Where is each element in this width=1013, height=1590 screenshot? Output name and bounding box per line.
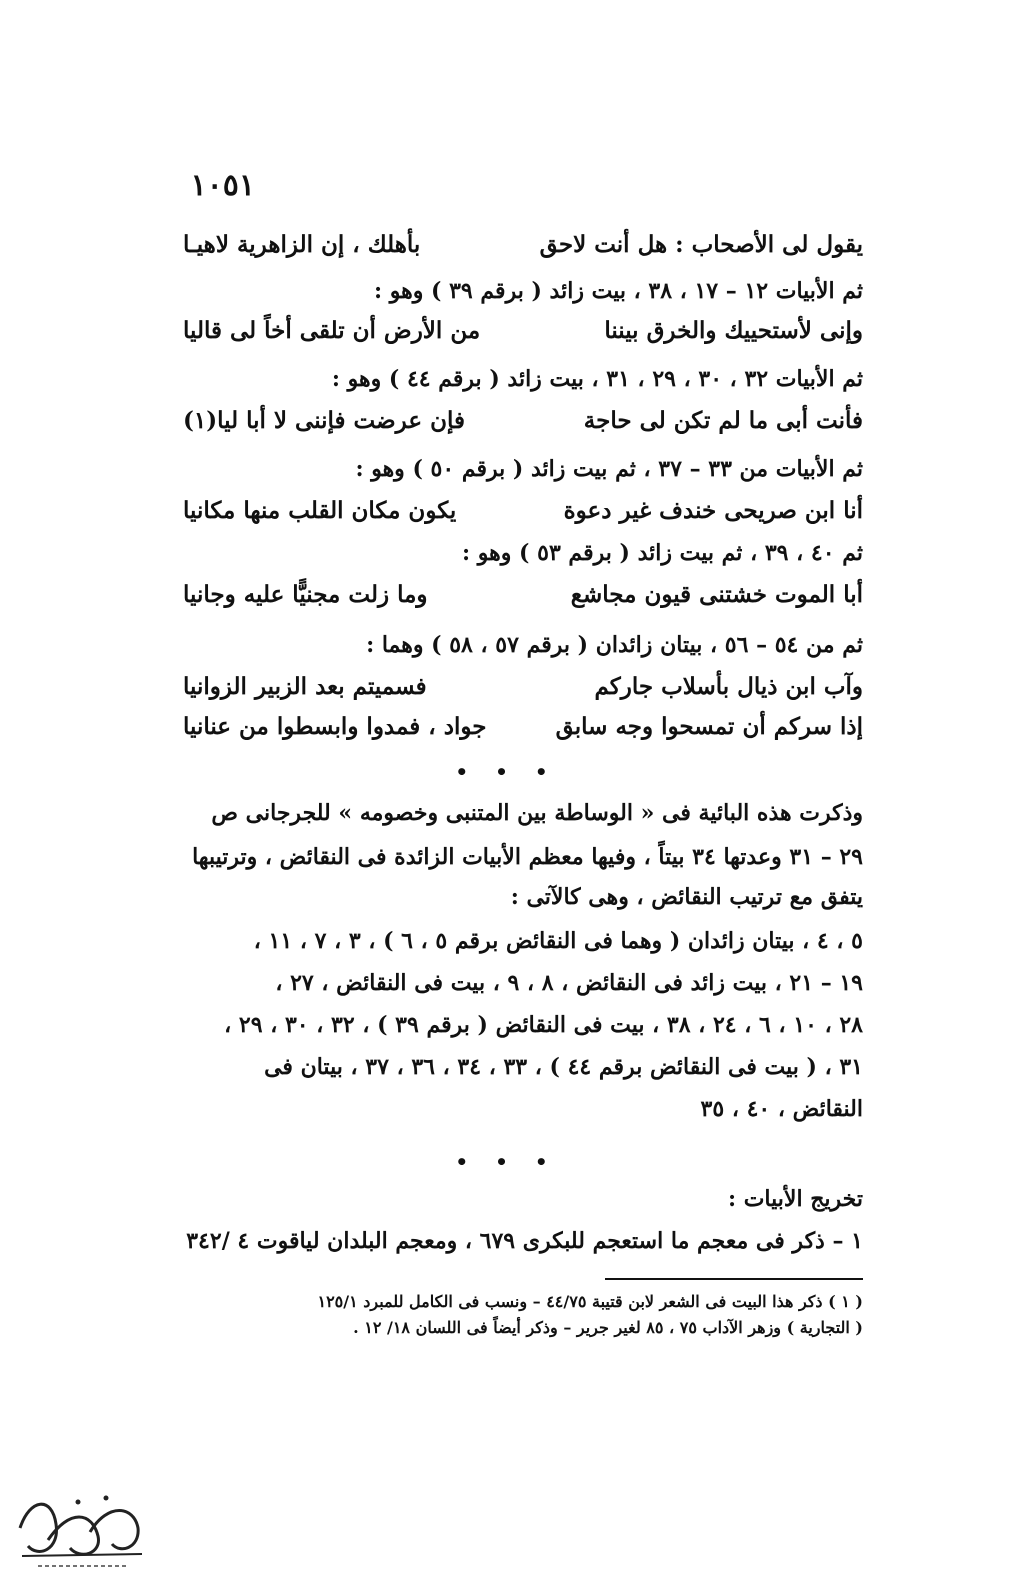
commentary-line: ثم ٤٠ ، ٣٩ ، ثم بيت زائد ( برقم ٥٣ ) وهو : xyxy=(462,540,863,566)
verse-line xyxy=(183,316,863,346)
verse-line xyxy=(183,230,863,260)
section-separator: • • • xyxy=(455,760,558,784)
commentary-line: ثم الأبيات من ٣٣ – ٣٧ ، ثم بيت زائد ( برقم ٥٠ ) وهو : xyxy=(355,456,863,482)
verse-first-hemistich: وآب ابن ذيال بأسلاب جاركم xyxy=(594,673,863,700)
library-stamp-icon xyxy=(8,1488,158,1580)
verse-first-hemistich: وإنى لأستحييك والخرق بيننا xyxy=(604,317,863,344)
verse-second-hemistich: يكون مكان القلب منها مكانيا xyxy=(183,497,457,524)
footnote-line: ( ١ ) ذكر هذا البيت فى الشعر لابن قتيبة ٤٤/٧٥ – ونسب فى الكامل للمبرد ١٢٥/١ xyxy=(317,1292,863,1311)
verse-first-hemistich: فأنت أبى ما لم تكن لى حاجة xyxy=(583,407,863,434)
verse-line xyxy=(183,406,863,436)
verse-second-hemistich: فإن عرضت فإننى لا أبا ليا(١) xyxy=(183,407,465,434)
paragraph-line: ٢٩ – ٣١ وعدتها ٣٤ بيتاً ، وفيها معظم الأبيات الزائدة فى النقائض ، وترتيبها xyxy=(192,844,863,870)
page-number: ١٠٥١ xyxy=(190,168,255,203)
commentary-line: ثم من ٥٤ – ٥٦ ، بيتان زائدان ( برقم ٥٧ ، ٥٨ ) وهما : xyxy=(366,632,863,658)
verse-line xyxy=(183,672,863,702)
commentary-line: ثم الأبيات ١٢ – ١٧ ، ٣٨ ، بيت زائد ( برقم ٣٩ ) وهو : xyxy=(374,278,863,304)
verse-second-hemistich: فسميتم بعد الزبير الزوانيا xyxy=(183,673,427,700)
verse-first-hemistich: أبا الموت خشتنى قيون مجاشع xyxy=(570,581,863,608)
verse-second-hemistich: وما زلت مجنيًّا عليه وجانيا xyxy=(183,581,428,608)
verse-line xyxy=(183,712,863,742)
takhrij-heading: تخريج الأبيات : xyxy=(727,1186,863,1212)
verse-first-hemistich: أنا ابن صريحى خندف غير دعوة xyxy=(563,497,863,524)
footnote-line: ( التجارية ) وزهر الآداب ٧٥ ، ٨٥ لغير جرير – وذكر أيضاً فى اللسان ١٨/ ١٢ . xyxy=(353,1318,863,1337)
verse-first-hemistich: يقول لى الأصحاب : هل أنت لاحق xyxy=(539,231,863,258)
paragraph-line: يتفق مع ترتيب النقائض ، وهى كالآتى : xyxy=(510,884,863,910)
footnote-rule xyxy=(605,1278,863,1280)
commentary-line: ثم الأبيات ٣٢ ، ٣٠ ، ٢٩ ، ٣١ ، بيت زائد ( برقم ٤٤ ) وهو : xyxy=(331,366,863,392)
verse-line xyxy=(183,580,863,610)
paragraph-line: ٥ ، ٤ ، بيتان زائدان ( وهما فى النقائض برقم ٥ ، ٦ ) ، ٣ ، ٧ ، ١١ ، xyxy=(253,928,863,954)
paragraph-line: ٢٨ ، ١٠ ، ٦ ، ٢٤ ، ٣٨ ، بيت فى النقائض ( برقم ٣٩ ) ، ٣٢ ، ٣٠ ، ٢٩ ، xyxy=(224,1012,863,1038)
section-separator: • • • xyxy=(455,1150,558,1174)
paragraph-line: النقائض ، ٤٠ ، ٣٥ xyxy=(700,1096,863,1122)
verse-second-hemistich: بأهلك ، إن الزاهرية لاهيـا xyxy=(183,231,421,258)
verse-line xyxy=(183,496,863,526)
paragraph-line: وذكرت هذه البائية فى « الوساطة بين المتنبى وخصومه » للجرجانى ص xyxy=(211,800,863,826)
verse-first-hemistich: إذا سركم أن تمسحوا وجه سابق xyxy=(555,713,863,740)
paragraph-line: ٣١ ، ( بيت فى النقائض برقم ٤٤ ) ، ٣٣ ، ٣٤ ، ٣٦ ، ٣٧ ، بيتان فى xyxy=(264,1054,863,1080)
takhrij-line: ١ – ذكر فى معجم ما استعجم للبكرى ٦٧٩ ، ومعجم البلدان لياقوت ٤ /٣٤٢ xyxy=(186,1228,863,1254)
paragraph-line: ١٩ – ٢١ ، بيت زائد فى النقائض ، ٨ ، ٩ ، بيت فى النقائض ، ٢٧ ، xyxy=(275,970,863,996)
verse-second-hemistich: من الأرض أن تلقى أخاً لى قاليا xyxy=(183,317,481,344)
verse-second-hemistich: جواد ، فمدوا وابسطوا من عنانيا xyxy=(183,713,487,740)
